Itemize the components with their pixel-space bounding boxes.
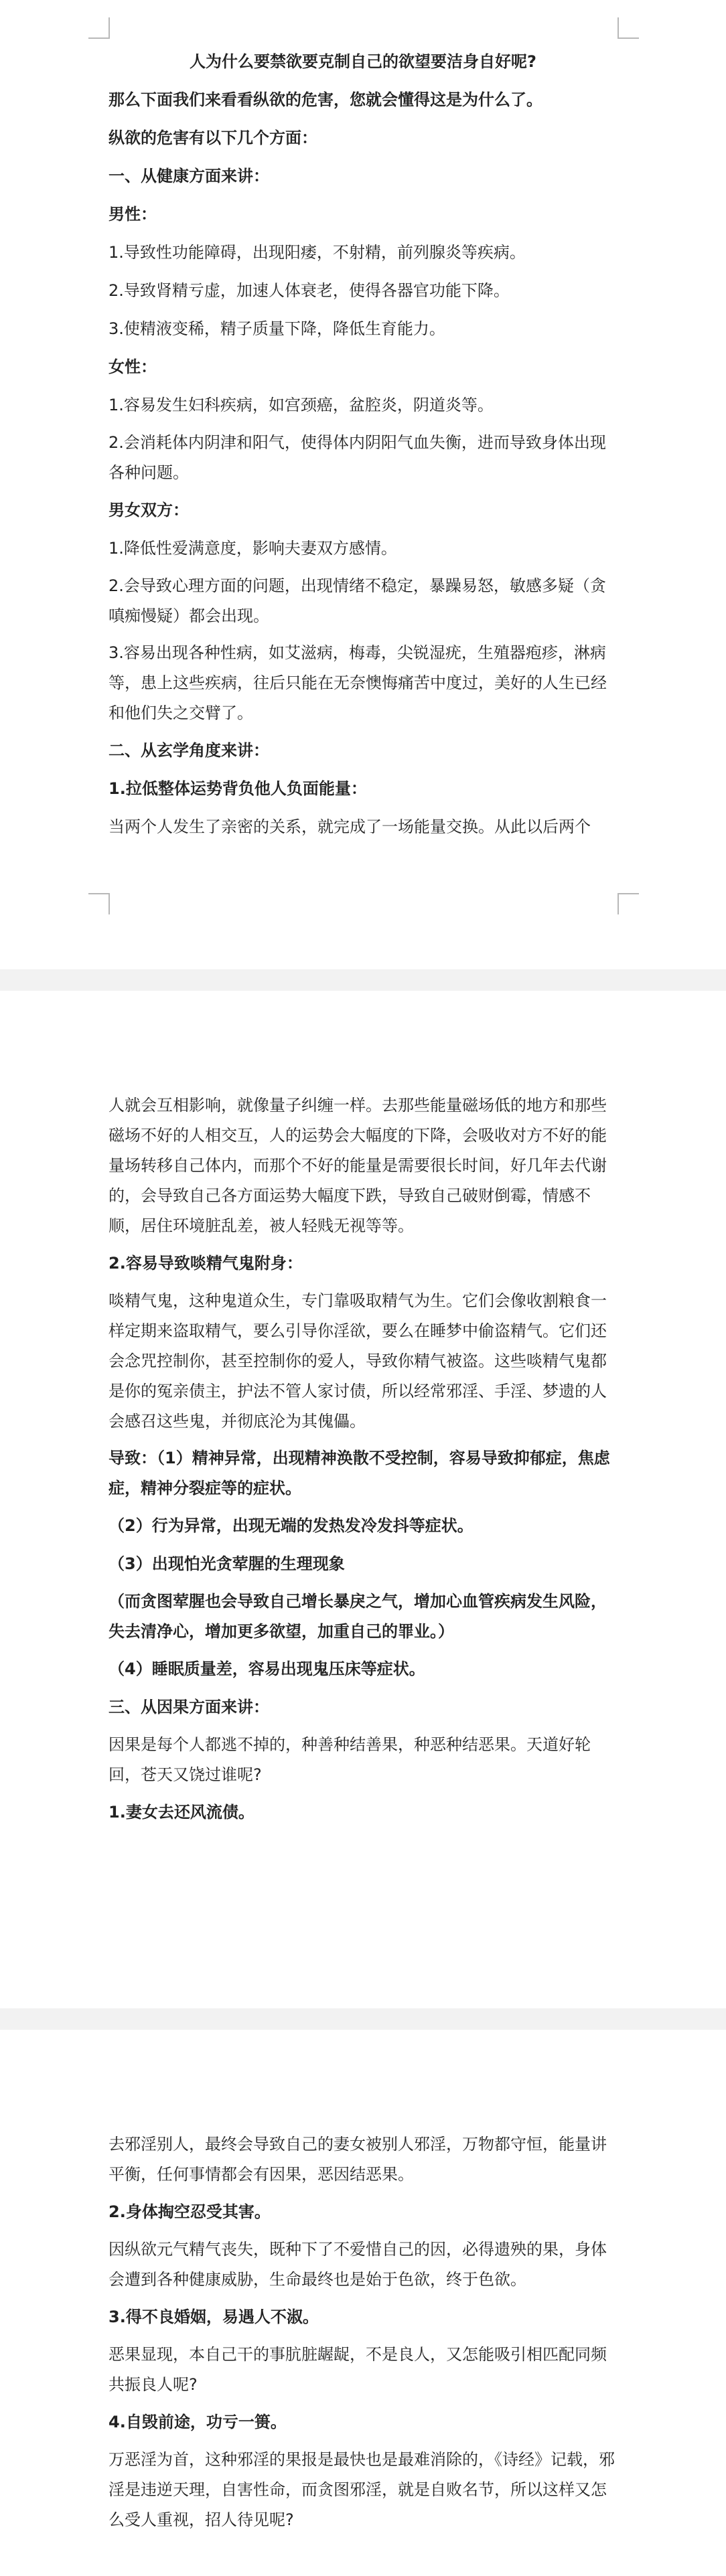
subheading-karma-1: 1.妻女去还风流债。 bbox=[108, 1803, 255, 1822]
paragraph: 2.会导致心理方面的问题，出现情绪不稳定，暴躁易怒，敏感多疑（贪嗔痴慢疑）都会出现。 bbox=[108, 576, 606, 625]
subheading-both: 男女双方： bbox=[108, 501, 189, 519]
consequence-item-1: 导致：（1）精神异常，出现精神涣散不受控制，容易导致抑郁症，焦虑症，精神分裂症等的症状。 bbox=[108, 1449, 610, 1498]
page-3-content bbox=[108, 2126, 618, 2539]
page-corner-mark-top-right bbox=[618, 17, 639, 39]
page-corner-mark-bottom-right bbox=[618, 893, 639, 914]
subheading-karma-3: 3.得不良婚姻，易遇人不淑。 bbox=[108, 2308, 319, 2326]
subheading-male: 男性： bbox=[108, 205, 157, 224]
paragraph: 去邪淫别人，最终会导致自己的妻女被别人邪淫，万物都守恒，能量讲平衡，任何事情都会有因果，恶因结恶果。 bbox=[108, 2135, 607, 2184]
harm-overview-heading: 纵欲的危害有以下几个方面： bbox=[108, 129, 317, 147]
subheading-karma-4: 4.自毁前途，功亏一篑。 bbox=[108, 2413, 287, 2431]
consequence-item-2: （2）行为异常，出现无端的发热发冷发抖等症状。 bbox=[108, 1516, 474, 1535]
page-corner-mark-bottom-left bbox=[88, 893, 110, 914]
paragraph: 1.降低性爱满意度，影响夫妻双方感情。 bbox=[108, 539, 397, 558]
section-heading-karma: 三、从因果方面来讲： bbox=[108, 1698, 269, 1716]
page-2-content bbox=[108, 1087, 618, 1832]
paragraph: 3.容易出现各种性病，如艾滋病，梅毒，尖锐湿疣，生殖器疱疹，淋病等，患上这些疾病，往后只能在无奈懊悔痛苦中度过，美好的人生已经和他们失之交臂了。 bbox=[108, 643, 607, 722]
paragraph: 因纵欲元气精气丧失，既种下了不爱惜自己的因，必得遗殃的果，身体会遭到各种健康威胁，生命最终也是始于色欲，终于色欲。 bbox=[108, 2240, 607, 2289]
paragraph: 1.容易发生妇科疾病，如宫颈癌，盆腔炎，阴道炎等。 bbox=[108, 396, 494, 414]
paragraph: 2.会消耗体内阴津和阳气，使得体内阴阳气血失衡，进而导致身体出现各种问题。 bbox=[108, 433, 606, 482]
paragraph: 恶果显现，本自己干的事肮脏龌龊，不是良人，又怎能吸引相匹配同频共振良人呢? bbox=[108, 2345, 607, 2394]
paragraph: 当两个人发生了亲密的关系，就完成了一场能量交换。从此以后两个 bbox=[108, 817, 591, 836]
paragraph: 2.导致肾精亏虚，加速人体衰老，使得各器官功能下降。 bbox=[108, 281, 510, 300]
page-1-content bbox=[108, 43, 618, 846]
intro-paragraph: 那么下面我们来看看纵欲的危害，您就会懂得这是为什么了。 bbox=[108, 90, 542, 109]
consequence-note: （而贪图荤腥也会导致自己增长暴戾之气，增加心血管疾病发生风险，失去清净心，增加更多欲望，加重自己的罪业。） bbox=[108, 1592, 607, 1641]
paragraph: 啖精气鬼，这种鬼道众生，专门靠吸取精气为生。它们会像收割粮食一样定期来盗取精气，要么引导你淫欲，要么在睡梦中偷盗精气。它们还会念咒控制你，甚至控制你的爱人，导致你精气被盗。这些啖精气鬼都是你的冤亲债主，护法不管人家讨债，所以经常邪淫、手淫、梦遗的人会感召这些鬼，并彻底沦为其傀儡。 bbox=[108, 1291, 607, 1431]
subheading-female: 女性： bbox=[108, 357, 157, 376]
paragraph: 3.使精液变稀，精子质量下降，降低生育能力。 bbox=[108, 319, 445, 338]
document-page-2 bbox=[0, 991, 726, 2008]
section-heading-health: 一、从健康方面来讲： bbox=[108, 167, 269, 185]
section-heading-metaphysics: 二、从玄学角度来讲： bbox=[108, 741, 269, 760]
paragraph: 万恶淫为首，这种邪淫的果报是最快也是最难消除的，《诗经》记载，邪淫是违逆天理，自害性命，而贪图邪淫，就是自败名节，所以这样又怎么受人重视，招人待见呢? bbox=[108, 2450, 615, 2529]
subheading-spirit: 2.容易导致啖精气鬼附身： bbox=[108, 1254, 303, 1273]
consequence-item-4: （4）睡眠质量差，容易出现鬼压床等症状。 bbox=[108, 1660, 425, 1678]
document-page-1 bbox=[0, 0, 726, 969]
subheading-karma-2: 2.身体掏空忍受其害。 bbox=[108, 2202, 271, 2221]
subheading-energy: 1.拉低整体运势背负他人负面能量： bbox=[108, 779, 367, 798]
paragraph: 人就会互相影响，就像量子纠缠一样。去那些能量磁场低的地方和那些磁场不好的人相交互，人的运势会大幅度的下降，会吸收对方不好的能量场转移自己体内，而那个不好的能量是需要很长时间，好几年去代谢的，会导致自己各方面运势大幅度下跌，导致自己破财倒霉，情感不顺，居住环境脏乱差，被人轻贱无视等等。 bbox=[108, 1096, 607, 1235]
document-title: 人为什么要禁欲要克制自己的欲望要洁身自好呢? bbox=[190, 52, 536, 71]
consequence-item-3: （3）出现怕光贪荤腥的生理现象 bbox=[108, 1554, 345, 1573]
paragraph: 1.导致性功能障碍，出现阳痿，不射精，前列腺炎等疾病。 bbox=[108, 243, 526, 262]
page-corner-mark-top-left bbox=[88, 17, 110, 39]
paragraph: 因果是每个人都逃不掉的，种善种结善果，种恶种结恶果。天道好轮回，苍天又饶过谁呢? bbox=[108, 1735, 591, 1784]
document-page-3 bbox=[0, 2030, 726, 2576]
